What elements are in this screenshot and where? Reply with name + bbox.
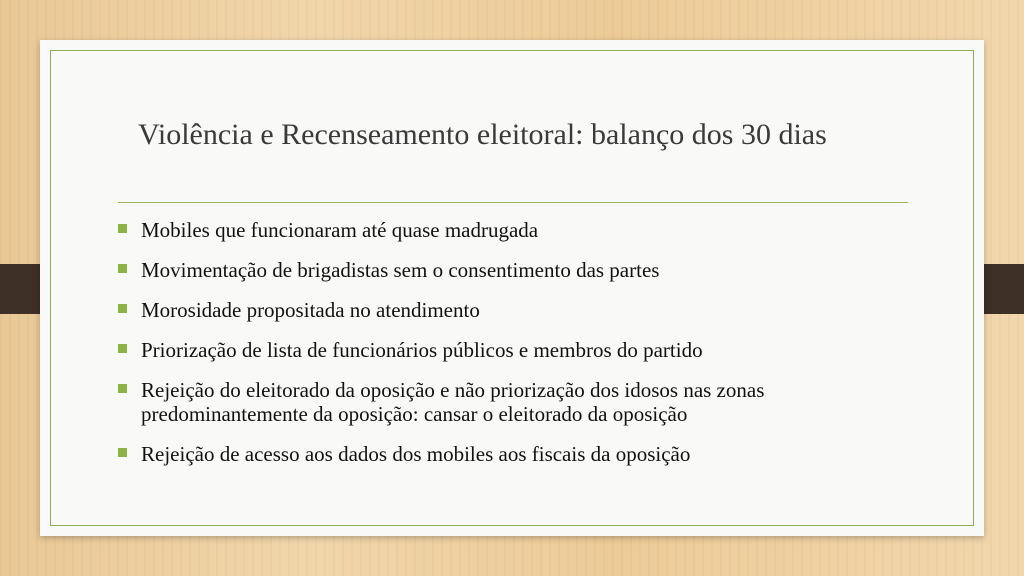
square-bullet-icon — [118, 384, 127, 393]
list-item — [118, 378, 918, 426]
square-bullet-icon — [118, 264, 127, 273]
bullet-list — [118, 218, 918, 482]
bullet-text: Priorização de lista de funcionários públicos e membros do partido — [141, 338, 703, 362]
bullet-text: Movimentação de brigadistas sem o consentimento das partes — [141, 258, 660, 282]
list-item — [118, 218, 918, 242]
title-divider — [118, 202, 908, 203]
list-item — [118, 258, 918, 282]
bullet-text: Rejeição de acesso aos dados dos mobiles aos fiscais da oposição — [141, 442, 691, 466]
list-item — [118, 298, 918, 322]
slide-card — [40, 40, 984, 536]
square-bullet-icon — [118, 448, 127, 457]
slide-title: Violência e Recenseamento eleitoral: balanço dos 30 dias — [138, 118, 827, 151]
list-item — [118, 442, 918, 466]
list-item — [118, 338, 918, 362]
square-bullet-icon — [118, 304, 127, 313]
bullet-text: Rejeição do eleitorado da oposição e não priorização dos idosos nas zonas predominantemente da oposição: cansar o eleitorado da oposição — [141, 378, 765, 426]
bullet-text: Morosidade propositada no atendimento — [141, 298, 480, 322]
square-bullet-icon — [118, 224, 127, 233]
square-bullet-icon — [118, 344, 127, 353]
bullet-text: Mobiles que funcionaram até quase madrugada — [141, 218, 539, 242]
